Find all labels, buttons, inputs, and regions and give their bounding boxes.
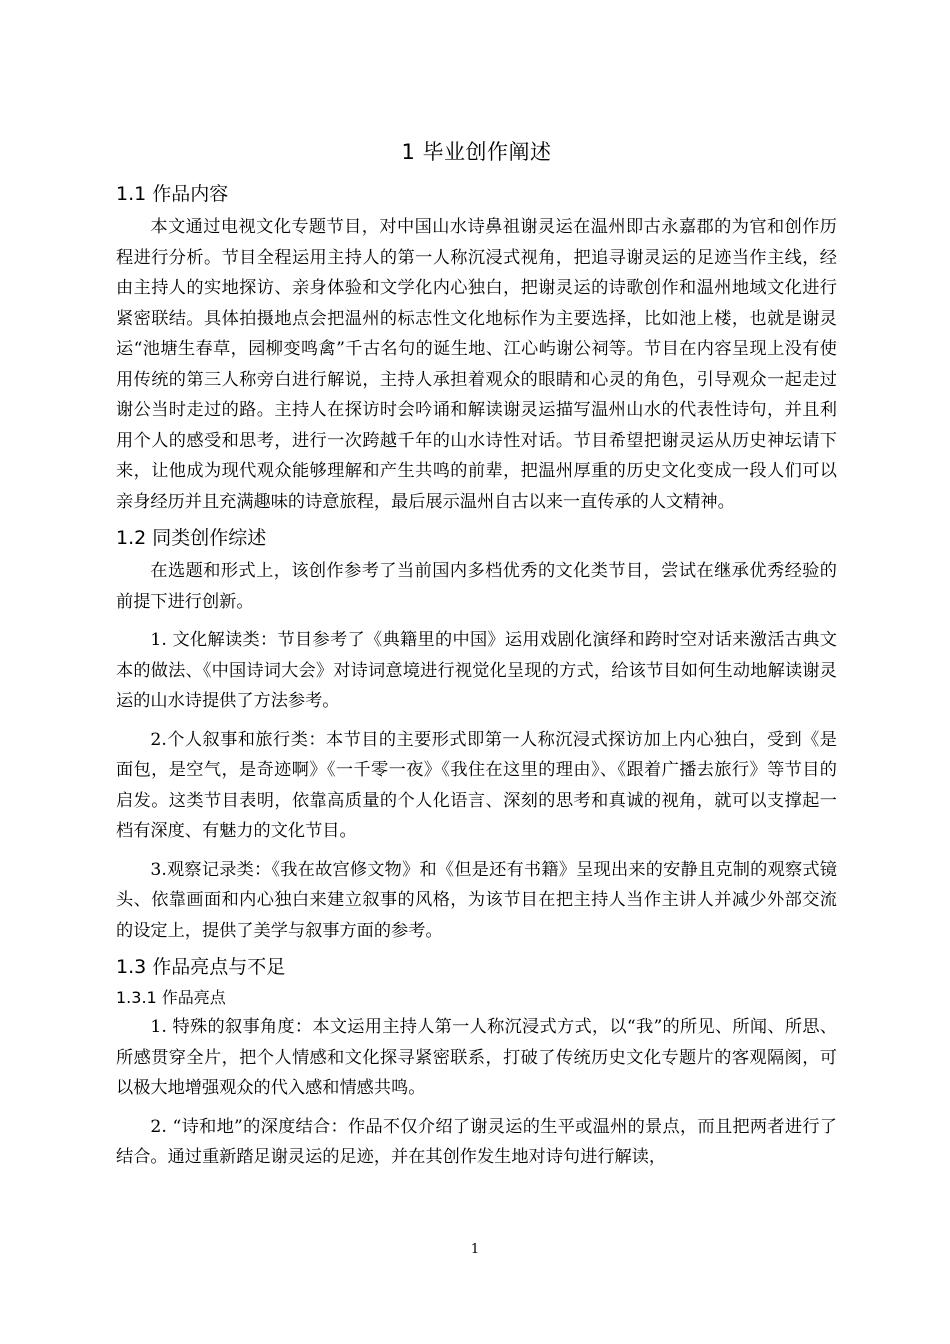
paragraph: 在选题和形式上，该创作参考了当前国内多档优秀的文化类节目，尝试在继承优秀经验的前提下进行创新。 — [116, 561, 837, 612]
paragraph: 1. 特殊的叙事角度：本文运用主持人第一人称沉浸式方式，以“我”的所见、所闻、所思、所感贯穿全片，把个人情感和文化探寻紧密联系，打破了传统历史文化专题片的客观隔阂，可以极大地增强观众的代入感和情感共鸣。 — [116, 1017, 837, 1098]
paragraph: 3.观察记录类：《我在故宫修文物》和《但是还有书籍》呈现出来的安静且克制的观察式镜头、依靠画面和内心独白来建立叙事的风格，为该节目在把主持人当作主讲人并减少外部交流的设定上，提供了美学与叙事方面的参考。 — [116, 859, 837, 941]
section-heading-1-1: 1.1 作品内容 — [116, 183, 229, 205]
paragraph: 本文通过电视文化专题节目，对中国山水诗鼻祖谢灵运在温州即古永嘉郡的为官和创作历程进行分析。节目全程运用主持人的第一人称沉浸式视角，把追寻谢灵运的足迹当作主线，经由主持人的实地探访、亲身体验和文学化内心独白，把谢灵运的诗歌创作和温州地域文化进行紧密联结。具体拍摄地点会把温州的标志性文化地标作为主要选择，比如池上楼，也就是谢灵运“池塘生春草，园柳变鸣禽”千古名句的诞生地、江心屿谢公祠等。节目在内容呈现上没有使用传统的第三人称旁白进行解说，主持人承担着观众的眼睛和心灵的角色，引导观众一起走过谢公当时走过的路。主持人在探访时会吟诵和解读谢灵运描写温州山水的代表性诗句，并且利用个人的感受和思考，进行一次跨越千年的山水诗性对话。节目希望把谢灵运从历史神坛请下来，让他成为现代观众能够理解和产生共鸣的前辈，把温州厚重的历史文化变成一段人们可以亲身经历并且充满趣味的诗意旅程，最后展示温州自古以来一直传承的人文精神。 — [116, 217, 837, 512]
section-heading-1-3: 1.3 作品亮点与不足 — [116, 956, 286, 978]
page-content — [116, 136, 837, 1173]
page-number: 1 — [470, 1242, 480, 1257]
paragraph: 2. “诗和地”的深度结合：作品不仅介绍了谢灵运的生平或温州的景点，而且把两者进行了结合。通过重新踏足谢灵运的足迹，并在其创作发生地对诗句进行解读， — [116, 1116, 837, 1167]
chapter-title: 1 毕业创作阐述 — [401, 140, 552, 164]
paragraph: 2.个人叙事和旅行类：本节目的主要形式即第一人称沉浸式探访加上内心独白，受到《是面包，是空气，是奇迹啊》《一千零一夜》《我住在这里的理由》、《跟着广播去旅行》等节目的启发。这类节目表明，依靠高质量的个人化语言、深刻的思考和真诚的视角，就可以支撑起一档有深度、有魅力的文化节目。 — [116, 729, 837, 841]
subsection-heading-1-3-1: 1.3.1 作品亮点 — [116, 988, 226, 1007]
section-heading-1-2: 1.2 同类创作综述 — [116, 527, 267, 549]
paragraph: 1. 文化解读类：节目参考了《典籍里的中国》运用戏剧化演绎和跨时空对话来激活古典文本的做法、《中国诗词大会》对诗词意境进行视觉化呈现的方式，给该节目如何生动地解读谢灵运的山水诗提供了方法参考。 — [116, 630, 837, 711]
